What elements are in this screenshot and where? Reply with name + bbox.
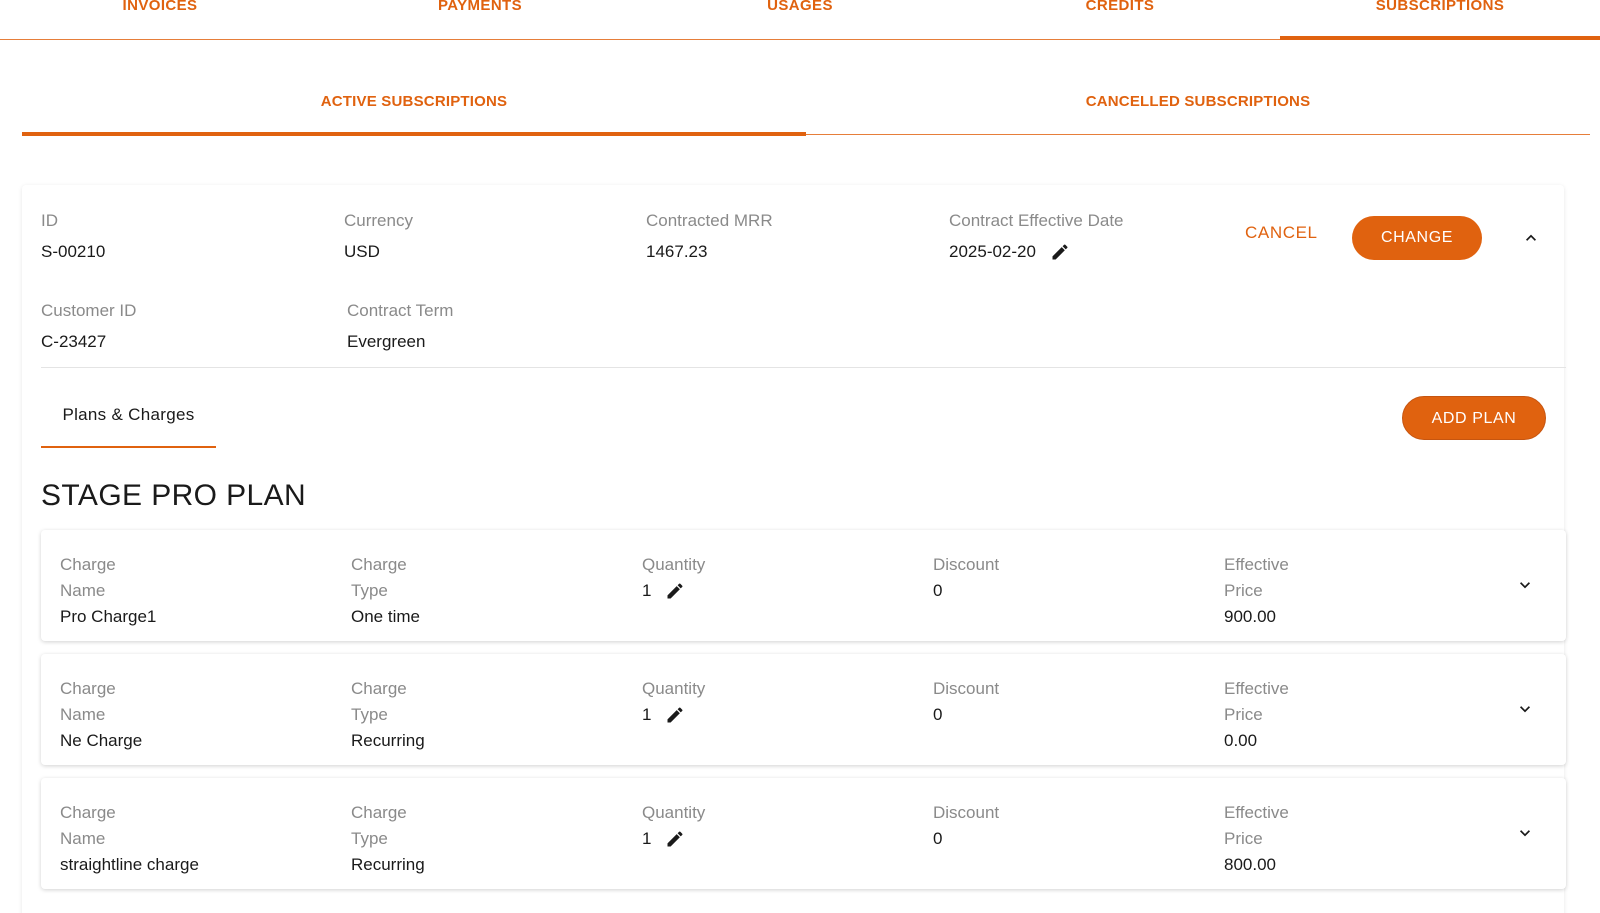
customer-id-label: Customer ID [41,301,137,320]
charge-name-label-1: Charge [60,679,116,698]
charge-name-value: Ne Charge [60,731,143,750]
charge-name-cell [60,552,156,630]
add-plan-button[interactable]: ADD PLAN [1402,396,1546,440]
effective-date-field [949,211,1124,262]
contract-term-value: Evergreen [347,332,426,351]
contract-term-label: Contract Term [347,301,454,320]
quantity-cell [642,676,705,728]
charge-type-value: Recurring [351,731,425,750]
subscription-card [22,185,1564,913]
tab-credits[interactable]: CREDITS [1085,0,1155,14]
effective-price-cell [1224,552,1289,630]
charge-type-value: Recurring [351,855,425,874]
id-field [41,211,105,262]
id-label: ID [41,211,58,230]
tab-subscriptions[interactable]: SUBSCRIPTIONS [1280,0,1600,39]
customer-id-value: C-23427 [41,332,107,351]
charge-type-label-1: Charge [351,803,407,822]
tab-payments[interactable]: PAYMENTS [437,0,523,14]
quantity-label: Quantity [642,555,706,574]
effective-price-label-1: Effective [1224,555,1289,574]
charge-type-label-1: Charge [351,679,407,698]
mrr-field [646,211,773,262]
charge-type-cell [351,800,425,878]
charge-name-value: straightline charge [60,855,199,874]
tab-plans-charges[interactable]: Plans & Charges [41,395,216,448]
chevron-down-icon[interactable] [1515,699,1535,719]
pencil-icon[interactable] [1050,242,1070,262]
effective-price-label-1: Effective [1224,803,1289,822]
discount-label: Discount [933,679,1000,698]
effective-price-value: 800.00 [1224,855,1276,874]
charge-name-cell [60,676,142,754]
discount-cell [933,676,999,728]
quantity-label: Quantity [642,679,706,698]
subscription-status-tabs [22,90,1590,135]
charge-type-label-2: Type [351,829,388,848]
charge-name-value: Pro Charge1 [60,607,157,626]
cancel-button[interactable]: CANCEL [1245,223,1318,242]
quantity-label: Quantity [642,803,706,822]
charge-row [41,530,1566,641]
charge-row [41,654,1566,765]
effective-price-value: 900.00 [1224,607,1276,626]
charge-name-label-1: Charge [60,803,116,822]
tab-usages[interactable]: USAGES [767,0,833,14]
chevron-down-icon[interactable] [1515,823,1535,843]
mrr-label: Contracted MRR [646,211,773,230]
contract-term-field [347,301,453,352]
tab-active-subscriptions[interactable]: ACTIVE SUBSCRIPTIONS [22,90,806,134]
quantity-value-row [642,826,705,852]
quantity-cell [642,552,705,604]
quantity-cell [642,800,705,852]
charge-type-cell [351,552,420,630]
effective-date-label: Contract Effective Date [949,211,1124,230]
chevron-down-icon[interactable] [1515,575,1535,595]
effective-price-value: 0.00 [1224,731,1258,750]
charge-name-label-1: Charge [60,555,116,574]
discount-value: 0 [933,705,943,724]
effective-price-label-2: Price [1224,829,1263,848]
charge-name-label-2: Name [60,705,106,724]
currency-field [344,211,413,262]
quantity-value-row [642,702,705,728]
charge-type-label-1: Charge [351,555,407,574]
discount-cell [933,800,999,852]
charge-type-value: One time [351,607,420,626]
effective-price-cell [1224,800,1289,878]
tab-invoices[interactable]: INVOICES [122,0,198,14]
customer-id-field [41,301,136,352]
change-button[interactable]: CHANGE [1352,216,1482,260]
effective-price-cell [1224,676,1289,754]
effective-price-label-2: Price [1224,705,1263,724]
effective-price-label-1: Effective [1224,679,1289,698]
quantity-value: 1 [642,705,652,724]
section-divider [41,367,1566,368]
pencil-icon[interactable] [665,829,685,849]
effective-price-label-2: Price [1224,581,1263,600]
discount-value: 0 [933,581,943,600]
quantity-value-row [642,578,705,604]
pencil-icon[interactable] [665,705,685,725]
discount-value: 0 [933,829,943,848]
charge-row [41,778,1566,889]
charge-type-label-2: Type [351,705,388,724]
plan-title: STAGE PRO PLAN [41,479,307,512]
quantity-value: 1 [642,581,652,600]
charge-type-label-2: Type [351,581,388,600]
charge-name-label-2: Name [60,581,106,600]
effective-date-value: 2025-02-20 [949,242,1036,261]
top-tab-bar [0,0,1600,40]
pencil-icon[interactable] [665,581,685,601]
discount-label: Discount [933,555,1000,574]
quantity-value: 1 [642,829,652,848]
charge-name-label-2: Name [60,829,106,848]
charge-type-cell [351,676,425,754]
discount-cell [933,552,999,604]
currency-label: Currency [344,211,413,230]
chevron-up-icon[interactable] [1521,228,1541,248]
discount-label: Discount [933,803,1000,822]
id-value: S-00210 [41,242,106,261]
effective-date-value-row [949,242,1124,262]
tab-cancelled-subscriptions[interactable]: CANCELLED SUBSCRIPTIONS [1085,93,1311,110]
charge-name-cell [60,800,199,878]
mrr-value: 1467.23 [646,242,708,261]
currency-value: USD [344,242,380,261]
